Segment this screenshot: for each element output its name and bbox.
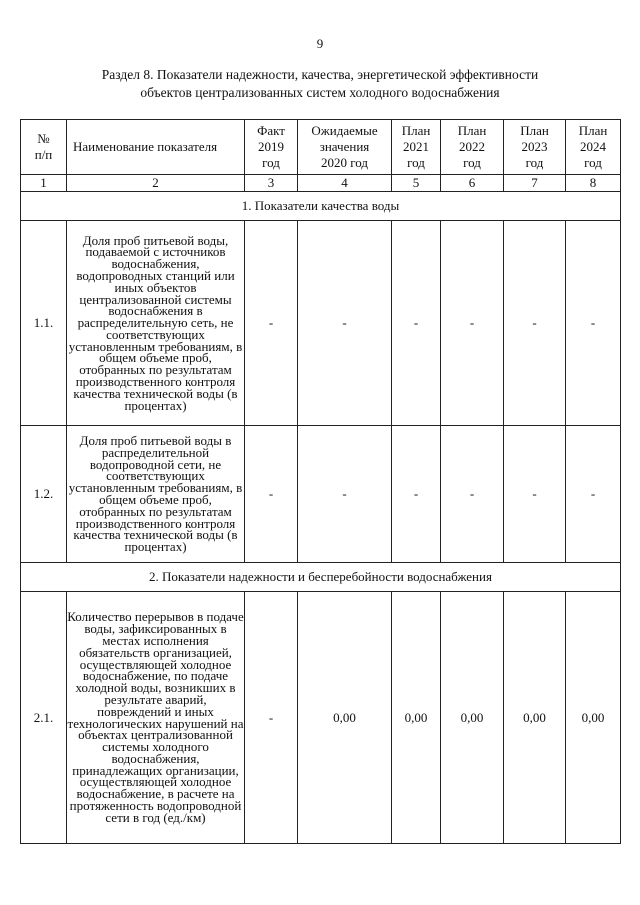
column-number: 7 xyxy=(504,175,566,192)
header-p21-line-1: План xyxy=(401,123,431,138)
row-value: - xyxy=(504,426,566,563)
header-plan-2024 xyxy=(566,120,621,175)
header-num-line-1: № xyxy=(37,131,50,146)
header-p24-line-2: 2024 xyxy=(580,139,606,154)
heading-line-2: объектов централизованных систем холодного водоснабжения xyxy=(140,85,500,100)
section-2-title: 2. Показатели надежности и бесперебойности водоснабжения xyxy=(21,563,621,592)
header-exp-line-3: 2020 год xyxy=(321,155,368,170)
header-name: Наименование показателя xyxy=(67,120,245,175)
header-fact-line-1: Факт xyxy=(257,123,285,138)
indicators-table xyxy=(20,119,621,844)
header-expected-2020 xyxy=(298,120,392,175)
row-value: - xyxy=(566,221,621,426)
row-value: - xyxy=(504,221,566,426)
header-plan-2023 xyxy=(504,120,566,175)
column-number: 5 xyxy=(392,175,441,192)
section-1-row xyxy=(21,192,621,221)
row-value: - xyxy=(298,221,392,426)
table-row xyxy=(21,426,621,563)
header-fact-line-2: 2019 xyxy=(258,139,284,154)
header-p21-line-3: год xyxy=(407,155,425,170)
header-p23-line-3: год xyxy=(525,155,544,170)
row-value: 0,00 xyxy=(441,592,504,844)
column-number: 2 xyxy=(67,175,245,192)
section-2-row xyxy=(21,563,621,592)
row-number: 2.1. xyxy=(21,592,67,844)
heading-line-1: Раздел 8. Показатели надежности, качества, энергетической эффективности xyxy=(101,67,539,82)
header-p22-line-3: год xyxy=(463,155,481,170)
row-value: - xyxy=(441,221,504,426)
row-value: - xyxy=(245,426,298,563)
header-p23-line-2: 2023 xyxy=(521,139,548,154)
row-value: 0,00 xyxy=(566,592,621,844)
row-description: Количество перерывов в подаче воды, зафиксированных в местах исполнения обязательств организацией, осуществляющей холодное водоснабжение, по подаче холодной воды, возникших в результате аварий, повреждений и иных технологических нарушений на объектах централизованной системы холодного водоснабжения, принадлежащих организации, осуществляющей холодное водоснабжение, в расчете на протяженность водопроводной сети в год (ед./км) xyxy=(67,592,245,844)
column-number-row xyxy=(21,175,621,192)
table-header-row xyxy=(21,120,621,175)
column-number: 4 xyxy=(298,175,392,192)
row-value: - xyxy=(245,592,298,844)
header-fact-line-3: год xyxy=(262,155,280,170)
column-number: 6 xyxy=(441,175,504,192)
row-number: 1.1. xyxy=(21,221,67,426)
row-value: - xyxy=(441,426,504,563)
page-number: 9 xyxy=(316,36,324,51)
header-num xyxy=(21,120,67,175)
header-p24-line-3: год xyxy=(584,155,602,170)
header-p22-line-1: План xyxy=(457,123,487,138)
column-number: 8 xyxy=(566,175,621,192)
row-description: Доля проб питьевой воды в распределительной водопроводной сети, не соответствующих установленным требованиям, в общем объеме проб, отобранных по результатам производственного контроля качества технической воды (в процентах) xyxy=(67,426,245,563)
row-value: 0,00 xyxy=(298,592,392,844)
header-plan-2022 xyxy=(441,120,504,175)
section-heading xyxy=(30,66,610,102)
row-value: - xyxy=(298,426,392,563)
header-plan-2021 xyxy=(392,120,441,175)
table-row xyxy=(21,592,621,844)
section-1-title: 1. Показатели качества воды xyxy=(21,192,621,221)
row-value: - xyxy=(392,426,441,563)
header-exp-line-1: Ожидаемые xyxy=(311,123,378,138)
header-p21-line-2: 2021 xyxy=(403,139,429,154)
header-exp-line-2: значения xyxy=(319,139,370,154)
header-fact-2019 xyxy=(245,120,298,175)
header-p23-line-1: План xyxy=(520,123,549,138)
header-p22-line-2: 2022 xyxy=(459,139,485,154)
column-number: 3 xyxy=(245,175,298,192)
row-value: 0,00 xyxy=(504,592,566,844)
row-number: 1.2. xyxy=(21,426,67,563)
row-description: Доля проб питьевой воды, подаваемой с источников водоснабжения, водопроводных станций или иных объектов централизованной системы водоснабжения в распределительную сеть, не соответствующих установленным требованиям, в общем объеме проб, отобранных по результатам производственного контроля качества технической воды (в процентах) xyxy=(67,221,245,426)
header-p24-line-1: План xyxy=(578,123,608,138)
table-row xyxy=(21,221,621,426)
row-value: 0,00 xyxy=(392,592,441,844)
row-value: - xyxy=(566,426,621,563)
row-value: - xyxy=(392,221,441,426)
row-value: - xyxy=(245,221,298,426)
header-num-line-2: п/п xyxy=(34,147,53,162)
column-number: 1 xyxy=(21,175,67,192)
